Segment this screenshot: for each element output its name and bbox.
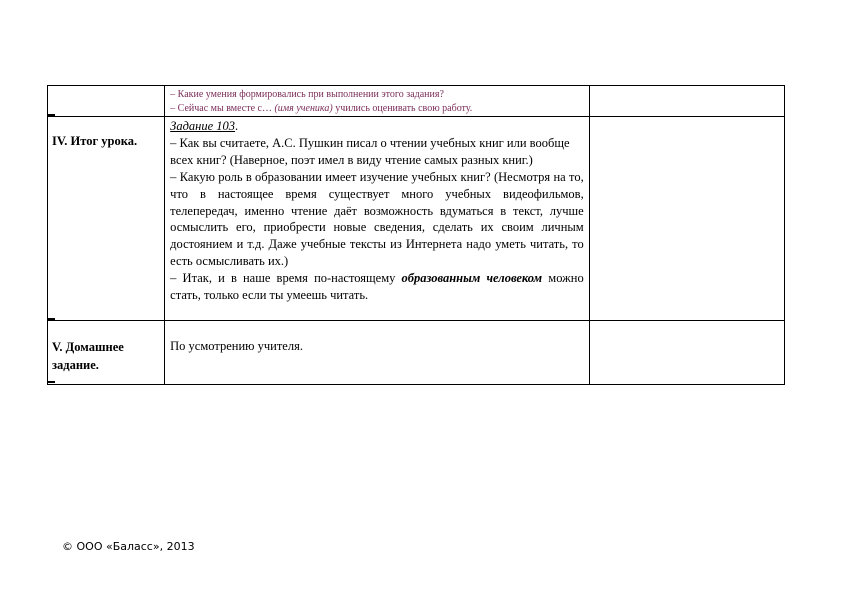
- stage-cell-empty: [48, 86, 165, 117]
- summary-question-2: – Какую роль в образовании имеет изучение учебных книг? (Несмотря на то, что в настоящее время существует много учебных видеофильмов, телепередач, именно чтение даёт возможность вдуматься в текст, лучше осмыслить его, приобрести новые сведения, сделать их своим личным достоянием и т.д. Даже учебные тексты из Интернета надо уметь читать, то есть осмысливать их.): [170, 169, 584, 269]
- content-cell-questions: [165, 86, 590, 117]
- task-label: Задание 103: [170, 119, 236, 133]
- stage-title-summary: IV. Итог урока.: [52, 134, 138, 148]
- stage-cell-homework: [48, 321, 165, 385]
- lesson-plan-table: [47, 85, 785, 385]
- row-marker-2: [47, 318, 55, 320]
- content-cell-homework: [165, 321, 590, 385]
- question-2-prefix: – Сейчас мы вместе с…: [170, 103, 272, 114]
- notes-cell-homework: [589, 321, 784, 385]
- summary-question-1: – Как вы считаете, А.С. Пушкин писал о чтении учебных книг или вообще всех книг? (Наверное, поэт имел в виду чтение самых разных книг.): [170, 135, 570, 167]
- task-label-dot: .: [235, 119, 239, 133]
- conclusion-emphasis: образованным человеком: [401, 271, 543, 286]
- row-marker-1: [47, 114, 55, 116]
- conclusion-suffix: можно стать, только если ты умеешь читать.: [170, 271, 584, 303]
- row-marker-3: [47, 381, 55, 383]
- table-row-continuation: [48, 86, 785, 117]
- homework-text: По усмотрению учителя.: [170, 339, 303, 353]
- question-2-suffix: учились оценивать свою работу.: [335, 103, 473, 114]
- stage-title-homework: V. Домашнее задание.: [52, 340, 124, 372]
- notes-cell-summary: [589, 117, 784, 321]
- summary-conclusion: [170, 270, 584, 304]
- table-row-homework: [48, 321, 785, 385]
- question-line-2: [170, 102, 584, 116]
- content-cell-summary: [165, 117, 590, 321]
- student-name-placeholder: (имя ученика): [274, 103, 333, 114]
- stage-cell-summary: [48, 117, 165, 321]
- table-row-summary: [48, 117, 785, 321]
- question-line-1: – Какие умения формировались при выполнении этого задания?: [170, 89, 444, 100]
- notes-cell-empty: [589, 86, 784, 117]
- conclusion-prefix: – Итак, и в наше время по-настоящему: [170, 271, 396, 286]
- copyright-footer: © ООО «Баласс», 2013: [62, 540, 195, 553]
- task-heading: [170, 118, 584, 135]
